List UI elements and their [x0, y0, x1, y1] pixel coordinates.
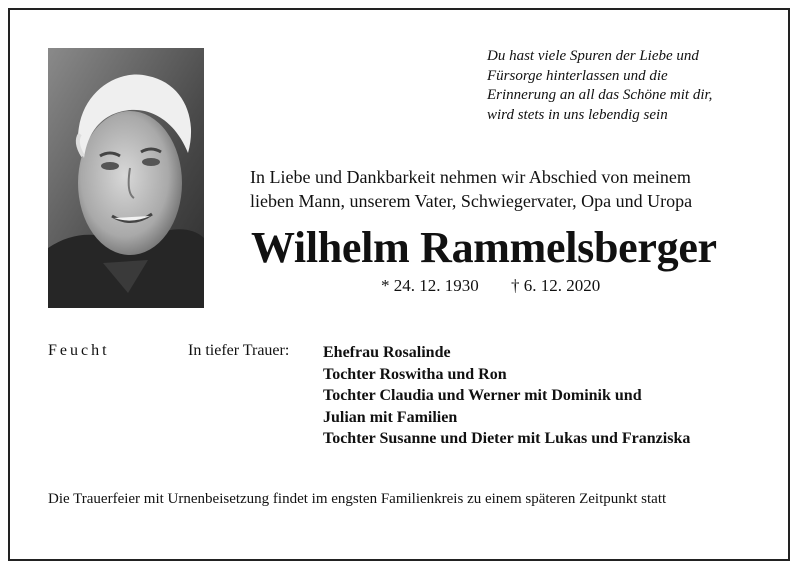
quote-line: Fürsorge hinterlassen und die: [487, 67, 668, 84]
quote-line: wird stets in uns lebendig sein: [487, 106, 668, 123]
intro-line: lieben Mann, unserem Vater, Schwiegervater, Opa und Uropa: [250, 191, 693, 211]
birth-date: * 24. 12. 1930: [381, 276, 479, 295]
mourner-line: Tochter Susanne und Dieter mit Lukas und Franziska: [323, 430, 691, 447]
funeral-notice: Die Trauerfeier mit Urnenbeisetzung findet im engsten Familienkreis zu einem späteren Zeitpunkt statt: [48, 491, 667, 507]
deceased-name: Wilhelm Rammelsberger: [251, 223, 717, 272]
quote-line: Erinnerung an all das Schöne mit dir,: [487, 87, 713, 103]
farewell-intro: [250, 165, 692, 213]
portrait-photo: [48, 48, 204, 308]
mourner-line: Tochter Roswitha und Ron: [323, 365, 507, 383]
memorial-quote: [487, 47, 777, 125]
mourning-label: In tiefer Trauer:: [188, 342, 290, 359]
quote-line: Du hast viele Spuren der Liebe und: [487, 48, 699, 64]
portrait-illustration: [48, 48, 204, 308]
mourner-line: Julian mit Familien: [323, 408, 458, 426]
mourners-list: [323, 342, 690, 450]
life-dates: [381, 276, 600, 296]
place-name: Feucht: [48, 342, 110, 359]
intro-line: In Liebe und Dankbarkeit nehmen wir Abschied von meinem: [250, 167, 691, 187]
mourner-line: Ehefrau Rosalinde: [323, 344, 451, 361]
mourner-line: Tochter Claudia und Werner mit Dominik und: [323, 387, 642, 404]
death-date: † 6. 12. 2020: [511, 276, 601, 295]
